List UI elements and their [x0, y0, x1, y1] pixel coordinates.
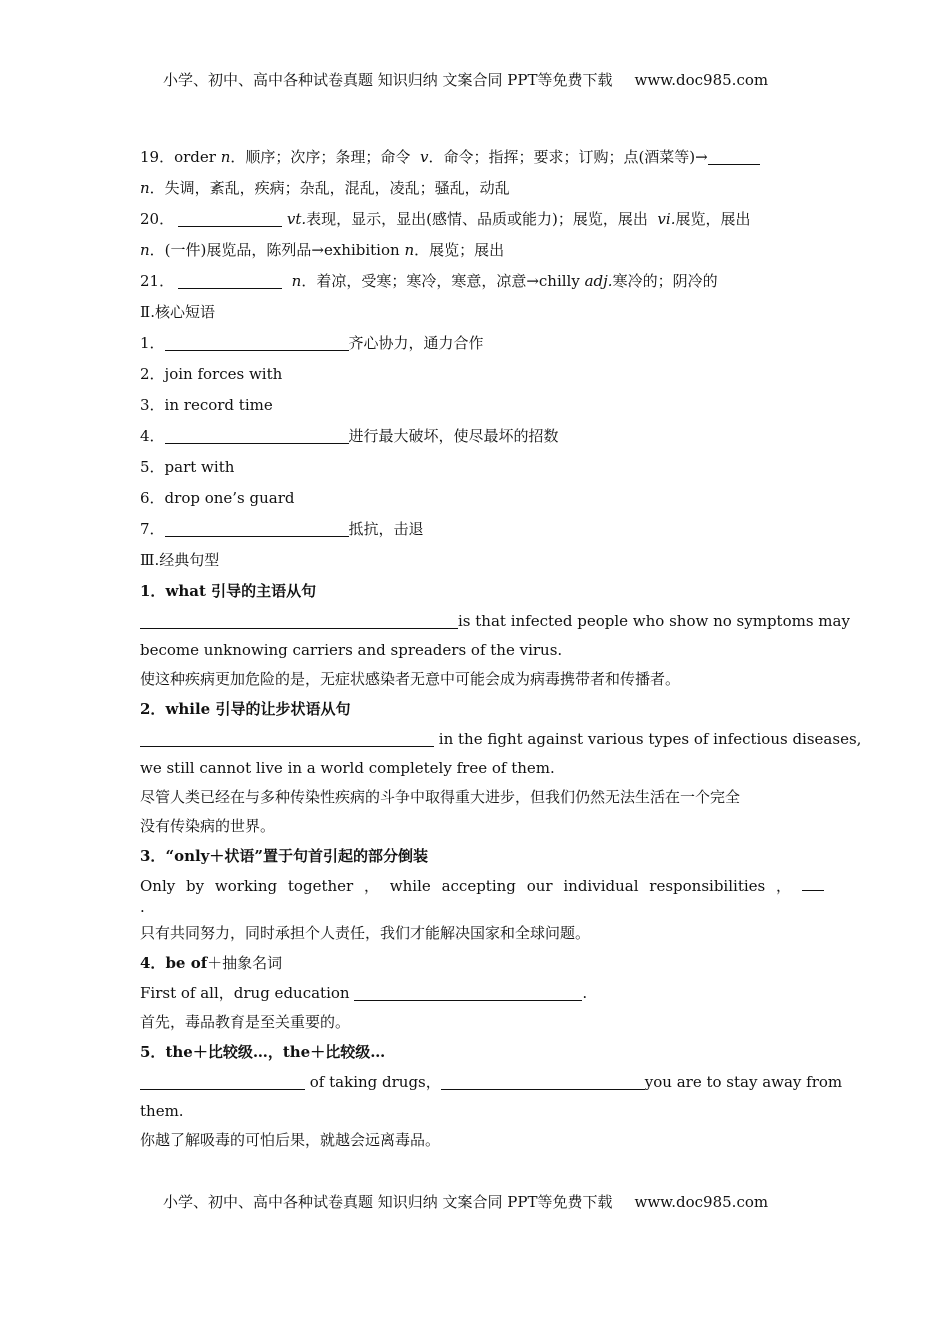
word: our — [526, 877, 553, 895]
sentence-text: is that infected people who show no symptoms may — [458, 612, 850, 630]
word: ， — [776, 877, 792, 895]
sentence-2-translation-1: 尽管人类已经在与多种传染性疾病的斗争中取得重大进步，但我们仍然无法生活在一个完全 — [140, 788, 741, 806]
phrase-text: in record time — [164, 396, 273, 414]
sentence-heading-5 — [140, 1037, 812, 1068]
part-of-speech: vt. — [286, 210, 307, 228]
phrase-text: 抵抗，击退 — [348, 520, 424, 538]
item-number: 3． — [140, 396, 165, 414]
item-number: 2． — [140, 365, 165, 383]
answer-blank[interactable] — [140, 728, 434, 747]
word: working — [214, 877, 278, 895]
part-of-speech: adj. — [584, 272, 613, 290]
sentence-text: of taking drugs， — [309, 1073, 441, 1091]
sentence-end: . — [582, 984, 588, 1002]
sentence-2-line-1 — [140, 725, 862, 754]
heading-cn: 引导的主语从句 — [211, 582, 317, 600]
definition: 寒冷的；阴冷的 — [612, 272, 718, 290]
answer-blank[interactable] — [165, 425, 349, 444]
vocab-item-19-cont — [140, 173, 812, 204]
answer-blank[interactable] — [178, 270, 282, 289]
phrase-item-6 — [140, 483, 812, 514]
document-body — [140, 142, 862, 1155]
heading-en: the — [165, 1043, 193, 1061]
definition: 展览，展出 — [675, 210, 751, 228]
sentence-2-line-2: we still cannot live in a world completely free of them. — [140, 759, 555, 777]
sentence-text: First of all，drug education — [140, 984, 350, 1002]
heading-cn: ＋抽象名词 — [207, 954, 283, 972]
answer-blank[interactable] — [165, 518, 349, 537]
section-title-phrases: Ⅱ.核心短语 — [140, 303, 215, 321]
item-number: 3． — [140, 847, 166, 865]
heading-en: the — [282, 1043, 311, 1061]
sentence-1-translation: 使这种疾病更加危险的是，无症状感染者无意中可能会成为病毒携带者和传播者。 — [140, 670, 681, 688]
vocab-item-21 — [140, 266, 812, 297]
answer-blank[interactable] — [178, 208, 282, 227]
footer-text: 小学、初中、高中各种试卷真题 知识归纳 文案合同 PPT等免费下载 — [163, 1193, 613, 1211]
definition: ．(一件)展览品，陈列品→exhibition — [149, 241, 400, 259]
heading-en: be of — [165, 954, 208, 972]
phrase-text: 齐心协力，通力合作 — [348, 334, 484, 352]
phrase-item-3 — [140, 390, 812, 421]
heading-cn: ＋比较级… — [310, 1043, 386, 1061]
word: together — [287, 877, 354, 895]
footer-url[interactable]: www.doc985.com — [634, 1193, 769, 1211]
phrase-item-7 — [140, 514, 812, 545]
part-of-speech: n — [404, 241, 415, 259]
sentence-3-translation: 只有共同努力，同时承担个人责任，我们才能解决国家和全球问题。 — [140, 924, 591, 942]
definition: ．着凉，受寒；寒冷，寒意，凉意→chilly — [301, 272, 580, 290]
phrase-text: drop one’s guard — [164, 489, 295, 507]
sentence-heading-3 — [140, 841, 812, 872]
answer-blank[interactable] — [165, 332, 349, 351]
sentence-1-line-1 — [140, 607, 850, 636]
answer-blank[interactable] — [140, 610, 458, 629]
header-url[interactable]: www.doc985.com — [634, 71, 769, 89]
word: by — [186, 877, 205, 895]
part-of-speech: n — [291, 272, 302, 290]
sentence-heading-1 — [140, 576, 812, 607]
answer-blank[interactable] — [140, 1071, 305, 1090]
heading-text: “only＋状语”置于句首引起的部分倒装 — [165, 847, 429, 865]
phrase-item-4 — [140, 421, 812, 452]
item-number: 2． — [140, 700, 166, 718]
phrase-item-5 — [140, 452, 812, 483]
sentence-5-line-2: them. — [140, 1102, 184, 1120]
definition: ．命令；指挥；要求；订购；点(酒菜等)→ — [428, 148, 708, 166]
definition: ．顺序；次序；条理；命令 — [230, 148, 411, 166]
answer-blank[interactable] — [802, 872, 824, 891]
sentence-1-line-2: become unknowing carriers and spreaders of the virus. — [140, 641, 563, 659]
item-number: 21． — [140, 272, 175, 290]
definition: ．失调，紊乱，疾病；杂乱，混乱，凌乱；骚乱，动乱 — [149, 179, 510, 197]
heading-cn: 引导的让步状语从句 — [215, 700, 351, 718]
item-number: 7． — [140, 520, 165, 538]
sentence-3-line-2: . — [140, 898, 145, 916]
vocab-item-19 — [140, 142, 812, 173]
item-number: 4． — [140, 427, 165, 445]
sentence-text: in the fight against various types of infectious diseases, — [438, 730, 862, 748]
vocab-item-20 — [140, 204, 812, 235]
vocab-item-20-cont — [140, 235, 812, 266]
sentence-heading-4 — [140, 948, 812, 979]
answer-blank[interactable] — [354, 982, 582, 1001]
sentence-4-translation: 首先，毒品教育是至关重要的。 — [140, 1013, 351, 1031]
part-of-speech: v — [419, 148, 429, 166]
item-number: 1． — [140, 582, 166, 600]
item-number: 5． — [140, 458, 165, 476]
part-of-speech: vi. — [657, 210, 676, 228]
part-of-speech: n — [140, 241, 150, 259]
phrase-item-1 — [140, 328, 812, 359]
answer-blank[interactable] — [708, 146, 760, 165]
part-of-speech: n — [220, 148, 231, 166]
definition: ．展览；展出 — [414, 241, 505, 259]
word: while — [389, 877, 431, 895]
item-number: 6． — [140, 489, 165, 507]
phrase-text: 进行最大破坏，使尽最坏的招数 — [348, 427, 559, 445]
item-number: 5． — [140, 1043, 166, 1061]
sentence-5-line-1 — [140, 1068, 843, 1097]
part-of-speech: n — [140, 179, 150, 197]
definition: 表现，显示，显出(感情、品质或能力)；展览，展出 — [306, 210, 648, 228]
word: ， — [363, 877, 379, 895]
sentence-heading-2 — [140, 694, 812, 725]
phrase-text: join forces with — [164, 365, 283, 383]
word: responsibilities — [649, 877, 766, 895]
item-number: 1． — [140, 334, 165, 352]
word: accepting — [441, 877, 516, 895]
sentence-5-translation: 你越了解吸毒的可怕后果，就越会远离毒品。 — [140, 1131, 441, 1149]
heading-cn: ＋比较级…， — [192, 1043, 283, 1061]
section-title-sentences: Ⅲ.经典句型 — [140, 551, 220, 569]
item-number: 19． — [140, 148, 175, 166]
phrase-text: part with — [164, 458, 235, 476]
phrase-item-2 — [140, 359, 812, 390]
heading-en: while — [165, 700, 211, 718]
item-number: 20． — [140, 210, 175, 228]
header-text: 小学、初中、高中各种试卷真题 知识归纳 文案合同 PPT等免费下载 — [163, 71, 613, 89]
word: Only — [140, 877, 176, 895]
word: individual — [563, 877, 639, 895]
sentence-2-translation-2: 没有传染病的世界。 — [140, 817, 276, 835]
item-number: 4． — [140, 954, 166, 972]
page-footer — [163, 1191, 803, 1212]
sentence-4-line-1 — [140, 979, 812, 1008]
heading-en: what — [165, 582, 206, 600]
headword: order — [174, 148, 216, 166]
sentence-3-line-1 — [140, 872, 824, 901]
page-header — [163, 69, 803, 90]
answer-blank[interactable] — [441, 1071, 645, 1090]
sentence-text: you are to stay away from — [644, 1073, 843, 1091]
